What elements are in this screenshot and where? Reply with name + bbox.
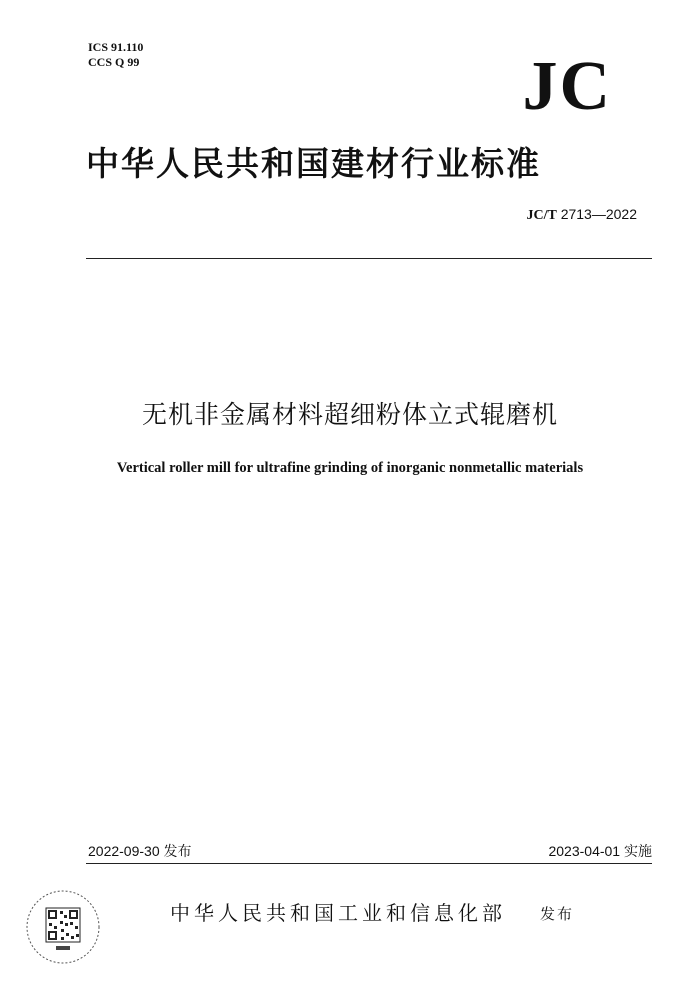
standard-code-number: 2713—2022 xyxy=(560,206,637,222)
standard-category-title: 中华人民共和国建材行业标准 xyxy=(86,144,541,183)
jc-logo: JC xyxy=(522,48,612,125)
implementation-date: 2023-04-01 实施 xyxy=(548,843,652,859)
standard-code xyxy=(526,206,637,224)
top-divider xyxy=(86,258,652,259)
publish-label: 发布 xyxy=(540,905,575,923)
publisher-name: 中华人民共和国工业和信息化部 xyxy=(170,901,506,925)
document-title-english: Vertical roller mill for ultrafine grinding of inorganic nonmetallic materials xyxy=(116,460,584,476)
qr-stamp-icon xyxy=(24,888,102,966)
bottom-divider xyxy=(86,863,652,864)
issue-date: 2022-09-30 发布 xyxy=(88,843,192,859)
ics-code: ICS 91.110 xyxy=(88,40,144,54)
document-title-chinese: 无机非金属材料超细粉体立式辊磨机 xyxy=(141,400,558,429)
standard-code-prefix: JC/T xyxy=(526,208,557,223)
ccs-code: CCS Q 99 xyxy=(88,55,140,69)
